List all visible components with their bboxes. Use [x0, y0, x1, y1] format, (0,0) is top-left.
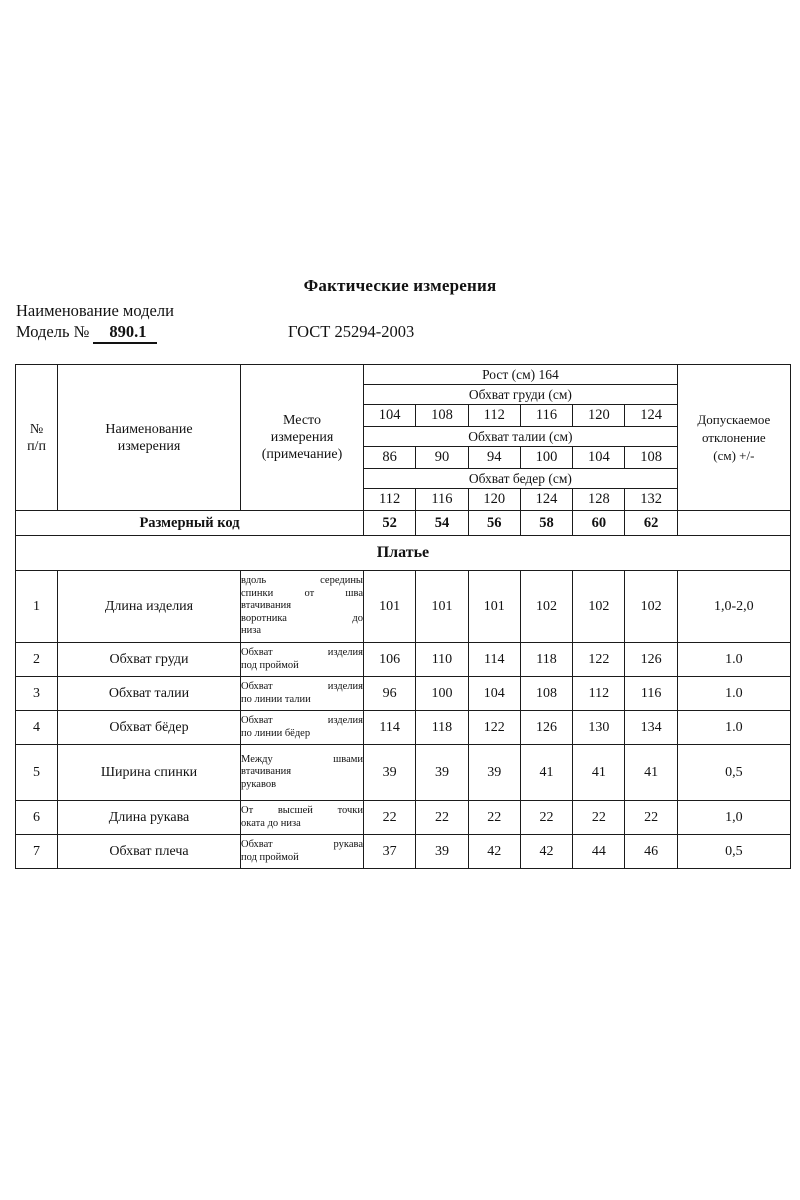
place-line: втачивания — [241, 766, 292, 778]
header-hips-value: 112 — [364, 489, 416, 511]
row-value: 41 — [573, 745, 625, 801]
row-value: 126 — [625, 643, 677, 677]
row-measurement-place — [241, 643, 364, 677]
row-number: 6 — [16, 801, 58, 835]
row-measurement-place — [241, 835, 364, 869]
header-height-band: Рост (см) 164 — [364, 365, 678, 385]
row-value: 122 — [573, 643, 625, 677]
header-number-line1: № — [29, 421, 44, 437]
place-line: рукавов — [241, 778, 277, 790]
row-value: 126 — [520, 711, 572, 745]
size-code-value: 54 — [416, 511, 468, 536]
row-value: 46 — [625, 835, 677, 869]
place-line: воротника до — [241, 612, 363, 624]
header-chest-value: 108 — [416, 405, 468, 427]
header-deviation-line1: Допускаемое — [697, 411, 771, 427]
table-row — [16, 677, 791, 711]
row-deviation: 0,5 — [677, 745, 790, 801]
model-number-value: 890.1 — [93, 321, 156, 344]
header-waist-value: 86 — [364, 447, 416, 469]
header-hips-value: 120 — [468, 489, 520, 511]
row-value: 101 — [416, 571, 468, 643]
row-value: 96 — [364, 677, 416, 711]
place-line: втачивания — [241, 600, 292, 612]
row-value: 108 — [520, 677, 572, 711]
row-value: 130 — [573, 711, 625, 745]
place-line: От высшей точки — [241, 805, 363, 816]
header-chest-value: 116 — [520, 405, 572, 427]
header-cell-number — [16, 365, 58, 511]
header-cell-measurement-place — [241, 365, 364, 511]
row-number: 2 — [16, 643, 58, 677]
measurements-table — [15, 364, 791, 869]
row-value: 110 — [416, 643, 468, 677]
row-value: 22 — [364, 801, 416, 835]
header-hips-value: 124 — [520, 489, 572, 511]
row-measurement-place — [241, 571, 364, 643]
row-value: 101 — [468, 571, 520, 643]
row-measurement-name: Длина рукава — [58, 801, 241, 835]
row-measurement-name: Обхват груди — [58, 643, 241, 677]
header-waist-value: 90 — [416, 447, 468, 469]
place-line: под проймой — [241, 851, 299, 863]
product-section-row — [16, 536, 791, 571]
row-number: 5 — [16, 745, 58, 801]
size-code-deviation-empty — [677, 511, 790, 536]
row-value: 42 — [468, 835, 520, 869]
row-measurement-name: Обхват талии — [58, 677, 241, 711]
row-measurement-name: Обхват плеча — [58, 835, 241, 869]
header-waist-value: 100 — [520, 447, 572, 469]
row-value: 22 — [520, 801, 572, 835]
size-code-label: Размерный код — [16, 511, 364, 536]
table-row — [16, 745, 791, 801]
row-measurement-place — [241, 801, 364, 835]
header-waist-value: 108 — [625, 447, 677, 469]
header-place-line3: (примечание) — [261, 447, 343, 462]
row-measurement-place — [241, 677, 364, 711]
place-line: по линии бёдер — [241, 727, 311, 739]
row-measurement-place — [241, 711, 364, 745]
row-value: 114 — [364, 711, 416, 745]
header-chest-value: 112 — [468, 405, 520, 427]
place-line: оката до низа — [241, 817, 301, 829]
standard-reference: ГОСТ 25294-2003 — [288, 322, 415, 341]
table-row — [16, 571, 791, 643]
table-row — [16, 643, 791, 677]
size-code-value: 52 — [364, 511, 416, 536]
header-place-line2: измерения — [270, 430, 334, 445]
header-deviation-line3: (см) +/- — [713, 447, 755, 463]
header-number-line2: п/п — [27, 438, 46, 454]
header-chest-value: 124 — [625, 405, 677, 427]
table-row — [16, 801, 791, 835]
model-number-label: Модель № — [16, 322, 90, 341]
model-info-block — [16, 300, 776, 344]
row-value: 102 — [573, 571, 625, 643]
row-value: 101 — [364, 571, 416, 643]
row-deviation: 1,0 — [677, 801, 790, 835]
header-chest-value: 120 — [573, 405, 625, 427]
row-value: 122 — [468, 711, 520, 745]
row-value: 22 — [625, 801, 677, 835]
place-line: Обхват изделия — [241, 681, 363, 692]
model-name-label: Наименование модели — [16, 301, 174, 320]
size-code-value: 62 — [625, 511, 677, 536]
header-chest-value: 104 — [364, 405, 416, 427]
header-hips-value: 116 — [416, 489, 468, 511]
row-value: 106 — [364, 643, 416, 677]
row-measurement-place — [241, 745, 364, 801]
row-deviation: 1,0-2,0 — [677, 571, 790, 643]
place-line: по линии талии — [241, 693, 311, 705]
header-hips-value: 132 — [625, 489, 677, 511]
header-waist-value: 104 — [573, 447, 625, 469]
header-hips-value: 128 — [573, 489, 625, 511]
row-deviation: 1.0 — [677, 711, 790, 745]
row-value: 22 — [573, 801, 625, 835]
header-place-line1: Место — [283, 413, 321, 428]
row-measurement-name: Обхват бёдер — [58, 711, 241, 745]
row-number: 4 — [16, 711, 58, 745]
row-value: 114 — [468, 643, 520, 677]
place-line: Обхват изделия — [241, 647, 363, 658]
row-value: 100 — [416, 677, 468, 711]
place-line: Обхват изделия — [241, 715, 363, 726]
row-value: 104 — [468, 677, 520, 711]
place-line: Обхват рукава — [241, 839, 363, 850]
row-value: 134 — [625, 711, 677, 745]
row-value: 116 — [625, 677, 677, 711]
row-measurement-name: Длина изделия — [58, 571, 241, 643]
row-number: 3 — [16, 677, 58, 711]
row-value: 44 — [573, 835, 625, 869]
row-number: 1 — [16, 571, 58, 643]
table-row — [16, 835, 791, 869]
header-name-line2: измерения — [117, 438, 181, 454]
row-deviation: 0,5 — [677, 835, 790, 869]
header-name-line1: Наименование — [105, 421, 193, 437]
header-hips-band: Обхват бедер (см) — [364, 469, 678, 489]
row-value: 39 — [416, 835, 468, 869]
row-number: 7 — [16, 835, 58, 869]
row-deviation: 1.0 — [677, 643, 790, 677]
header-row-height — [16, 365, 791, 385]
row-value: 39 — [364, 745, 416, 801]
row-deviation: 1.0 — [677, 677, 790, 711]
header-cell-measurement-name — [58, 365, 241, 511]
row-measurement-name: Ширина спинки — [58, 745, 241, 801]
header-chest-band: Обхват груди (см) — [364, 385, 678, 405]
size-code-row — [16, 511, 791, 536]
row-value: 102 — [625, 571, 677, 643]
product-section-title: Платье — [16, 536, 791, 571]
row-value: 39 — [468, 745, 520, 801]
place-line: вдоль середины — [241, 575, 363, 587]
row-value: 118 — [416, 711, 468, 745]
place-line: под проймой — [241, 659, 299, 671]
header-deviation-line2: отклонение — [701, 429, 766, 445]
row-value: 37 — [364, 835, 416, 869]
header-waist-value: 94 — [468, 447, 520, 469]
page-title: Фактические измерения — [303, 276, 497, 295]
size-code-value: 56 — [468, 511, 520, 536]
header-waist-band: Обхват талии (см) — [364, 427, 678, 447]
place-line: Между швами — [241, 753, 363, 765]
place-line: низа — [241, 625, 262, 637]
table-row — [16, 711, 791, 745]
row-value: 118 — [520, 643, 572, 677]
row-value: 112 — [573, 677, 625, 711]
row-value: 42 — [520, 835, 572, 869]
row-value: 22 — [416, 801, 468, 835]
row-value: 41 — [520, 745, 572, 801]
row-value: 22 — [468, 801, 520, 835]
size-code-value: 58 — [520, 511, 572, 536]
row-value: 41 — [625, 745, 677, 801]
row-value: 102 — [520, 571, 572, 643]
place-line: спинки от шва — [241, 587, 363, 599]
header-cell-deviation — [677, 365, 790, 511]
row-value: 39 — [416, 745, 468, 801]
size-code-value: 60 — [573, 511, 625, 536]
